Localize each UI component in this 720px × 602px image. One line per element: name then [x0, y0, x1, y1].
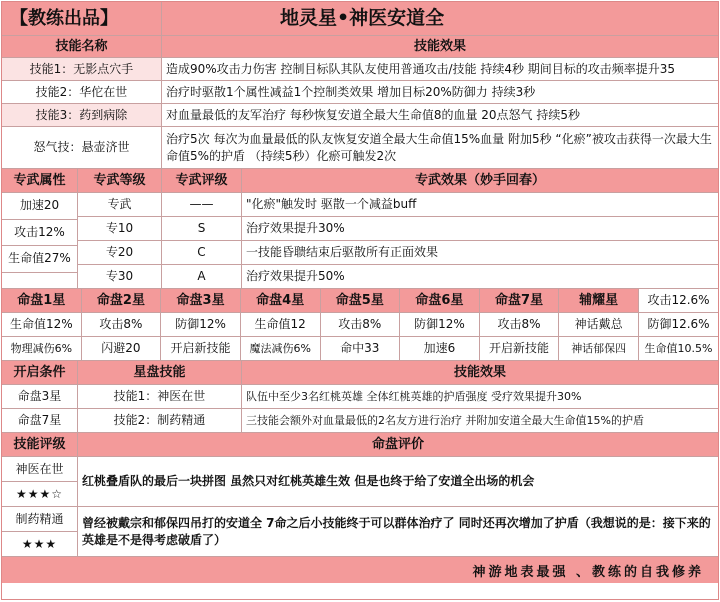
star-skill-effect: 三技能会额外对血量最低的2名友方进行治疗 并附加安道全最大生命值15%的护盾: [246, 414, 644, 427]
star-value: 魔法减伤6%: [241, 337, 321, 360]
specialty-rating: ——: [162, 193, 242, 216]
assist-bonus: 攻击12.6%: [639, 289, 718, 313]
star-header: 命盘7星: [480, 289, 560, 312]
publisher-tag: 【教练出品】: [2, 2, 162, 35]
star-chart: [2, 289, 718, 361]
star-skill-name: 技能1：神医在世: [78, 385, 242, 408]
specialty-level: 专30: [78, 265, 162, 288]
specialty-attrs: [2, 193, 78, 288]
star-skills-header-row: [2, 361, 718, 385]
skill-effect: 造成90%攻击力伤害 控制目标队其队友使用普通攻击/技能 持续4秒 期间目标的攻击频率提升35: [166, 61, 676, 76]
star-value: 生命值12: [241, 313, 321, 336]
specialty-attr: 生命值27%: [2, 246, 77, 273]
title-row: [2, 2, 718, 36]
star-value: 加速6: [400, 337, 480, 360]
hero-title: 地灵星•神医安道全: [280, 7, 445, 29]
footer-signature: 神游地表最强 、教练的自我修养: [2, 557, 718, 583]
specialty-attr: 攻击12%: [2, 220, 77, 247]
skill-name: 技能3：药到病除: [2, 104, 162, 126]
skill-name-header: 技能名称: [2, 36, 162, 57]
specialty-row: [78, 241, 718, 265]
specialty-level: 专武: [78, 193, 162, 216]
star-line-1: [2, 313, 638, 337]
unlock-condition-header: 开启条件: [2, 361, 78, 384]
star-skill-row: [2, 409, 718, 433]
skill-name: 怒气技：悬壶济世: [2, 127, 162, 168]
review-text: 红桃叠盾队的最后一块拼图 虽然只对红桃英雄生效 但是也终于给了安道全出场的机会: [82, 474, 535, 488]
star-value: 闪避20: [82, 337, 162, 360]
star-value: 物理减伤6%: [2, 337, 82, 360]
specialty-effect: 治疗效果提升30%: [246, 221, 345, 235]
specialty-row: [78, 193, 718, 217]
review-skill-rating: [2, 457, 78, 506]
skill-name: 技能2：华佗在世: [2, 81, 162, 103]
specialty-attr: 加速20: [2, 193, 77, 220]
star-value: 生命值12%: [2, 313, 82, 336]
specialty-effect-header: 专武效果（妙手回春）: [242, 169, 718, 192]
star-skill-effect-header: 技能效果: [242, 361, 718, 384]
specialty-rating: C: [162, 241, 242, 264]
specialty-effect: 治疗效果提升50%: [246, 269, 345, 283]
star-header: 命盘2星: [82, 289, 162, 312]
star-value: 防御12%: [400, 313, 480, 336]
specialty-rating: S: [162, 217, 242, 240]
star-value: 攻击8%: [82, 313, 162, 336]
star-value: 命中33: [321, 337, 401, 360]
star-value: 攻击8%: [321, 313, 401, 336]
star-value: 开启新技能: [161, 337, 241, 360]
specialty-header-row: [2, 169, 718, 193]
specialty-level: 专20: [78, 241, 162, 264]
review-row: [2, 507, 718, 557]
unlock-condition: 命盘7星: [2, 409, 78, 432]
star-value: 神话郁保四: [571, 342, 627, 355]
skill-rating-header: 技能评级: [2, 433, 78, 456]
specialty-body: [2, 193, 718, 289]
specialty-row: [78, 265, 718, 288]
specialty-rating-header: 专武评级: [162, 169, 242, 192]
review-skill-rating: [2, 507, 78, 556]
specialty-effect: 一技能昏聩结束后驱散所有正面效果: [246, 245, 439, 259]
assist-bonus: 生命值10.5%: [644, 342, 713, 355]
star-skill-header: 星盘技能: [78, 361, 242, 384]
skill-row: [2, 127, 718, 169]
review-skill-name: 神医在世: [2, 457, 77, 482]
specialty-effect: "化瘀"触发时 驱散一个减益buff: [246, 197, 417, 211]
star-header: 命盘4星: [241, 289, 321, 312]
skill-row: [2, 58, 718, 81]
star-skill-effect: 队伍中至少3名红桃英雄 全体红桃英雄的护盾强度 受疗效果提升30%: [246, 390, 582, 403]
review-header: 命盘评价: [78, 433, 718, 456]
review-skill-name: 制药精通: [2, 507, 77, 532]
specialty-attr-header: 专武属性: [2, 169, 78, 192]
unlock-condition: 命盘3星: [2, 385, 78, 408]
hero-sheet: [1, 1, 719, 600]
review-row: [2, 457, 718, 507]
star-grid: [2, 289, 638, 360]
star-value: 开启新技能: [480, 337, 560, 360]
review-star-rating: ★★★☆: [15, 486, 64, 501]
specialty-level-header: 专武等级: [78, 169, 162, 192]
assist-star-bonus: [638, 289, 718, 360]
review-header-row: [2, 433, 718, 457]
star-header: 命盘3星: [161, 289, 241, 312]
skill-row: [2, 104, 718, 127]
assist-bonus: 防御12.6%: [639, 313, 718, 337]
star-value: 防御12%: [161, 313, 241, 336]
skills-header-row: [2, 36, 718, 58]
skill-effect: 治疗时驱散1个属性减益1个控制类效果 增加目标20%防御力 持续3秒: [166, 84, 536, 99]
specialty-rating: A: [162, 265, 242, 288]
skill-effect: 治疗5次 每次为血量最低的队友恢复安道全最大生命值15%血量 附加5秒 “化瘀”被攻击获得一次最大生命值5%的护盾 （持续5秒）化瘀可触发2次: [166, 131, 712, 163]
skill-row: [2, 81, 718, 104]
star-line-2: [2, 337, 638, 360]
star-header: 命盘5星: [321, 289, 401, 312]
skill-effect: 对血量最低的友军治疗 每秒恢复安道全最大生命值8的血量 20点怒气 持续5秒: [166, 107, 580, 122]
star-skill-name: 技能2：制药精通: [78, 409, 242, 432]
review-star-rating: ★★★: [21, 536, 58, 551]
skill-effect-header: 技能效果: [162, 36, 718, 57]
star-value: 攻击8%: [480, 313, 560, 336]
star-header: 辅耀星: [559, 289, 638, 312]
specialty-row: [78, 217, 718, 241]
star-header: 命盘1星: [2, 289, 82, 312]
star-value: 神话戴总: [574, 317, 623, 331]
specialty-attr-blank: [2, 273, 77, 288]
star-skill-row: [2, 385, 718, 409]
star-header-row: [2, 289, 638, 313]
skill-name: 技能1：无影点穴手: [2, 58, 162, 80]
star-header: 命盘6星: [400, 289, 480, 312]
review-text: 曾经被戴宗和郁保四吊打的安道全 7命之后小技能终于可以群体治疗了 同时还再次增加了护盾（我想说的是：接下来的英雄是不是得考虑破盾了）: [82, 515, 711, 547]
specialty-level: 专10: [78, 217, 162, 240]
specialty-levels: [78, 193, 718, 288]
